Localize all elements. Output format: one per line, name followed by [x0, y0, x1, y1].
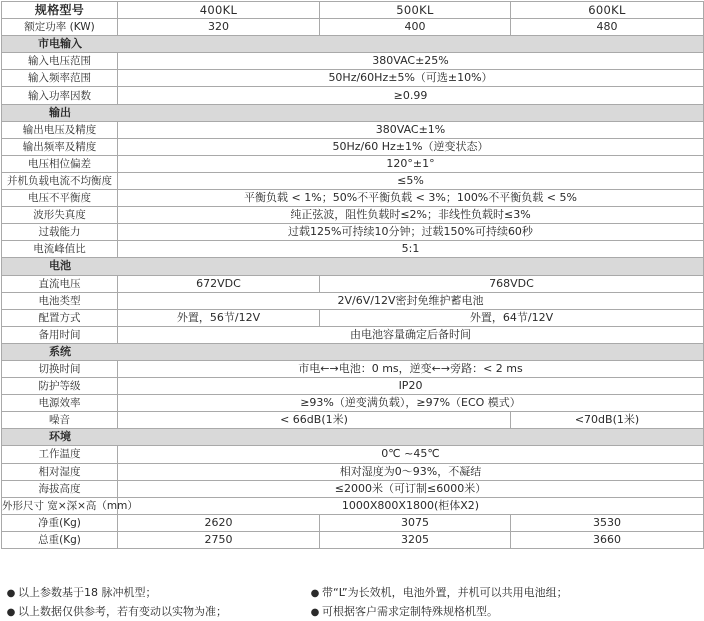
spec-label: 输出电压及精度: [2, 121, 118, 138]
spec-label: 电压不平衡度: [2, 190, 118, 207]
spec-row: [2, 53, 704, 70]
spec-value: 50Hz/60 Hz±1%（逆变状态）: [118, 138, 704, 155]
spec-row: [2, 155, 704, 172]
gross-weight-600kl: 3660: [511, 531, 704, 548]
section-system: [2, 343, 704, 360]
bullet-icon: ●: [6, 607, 16, 618]
model-label: 规格型号: [2, 2, 118, 19]
spec-label: 工作温度: [2, 446, 118, 463]
rated-power-label: 额定功率 (KW): [2, 19, 118, 36]
spec-label: 波形失真度: [2, 207, 118, 224]
spec-row: [2, 138, 704, 155]
spec-label: 输入电压范围: [2, 53, 118, 70]
gross-weight-500kl: 3205: [320, 531, 511, 548]
spec-label: 备用时间: [2, 326, 118, 343]
spec-row: [2, 121, 704, 138]
note-item: [308, 603, 498, 619]
section-title: 环境: [49, 430, 71, 444]
spec-value: ≥93%（逆变满负载），≥97%（ECO 模式）: [118, 395, 704, 412]
spec-value: ≤5%: [118, 172, 704, 189]
spec-value: 380VAC±25%: [118, 53, 704, 70]
gross-weight-row: [2, 531, 704, 548]
rated-power-500kl: 400: [320, 19, 511, 36]
spec-row: [2, 190, 704, 207]
spec-value: 由电池容量确定后备时间: [118, 326, 704, 343]
rated-power-600kl: 480: [511, 19, 704, 36]
spec-table: [1, 1, 704, 549]
spec-label: 切换时间: [2, 360, 118, 377]
spec-label: 外形尺寸 宽×深×高（mm）: [2, 497, 118, 514]
spec-row: [2, 224, 704, 241]
spec-label: 电源效率: [2, 395, 118, 412]
net-weight-400kl: 2620: [118, 514, 320, 531]
section-title: 电池: [49, 259, 71, 273]
config-400kl: 外置，56节/12V: [118, 309, 320, 326]
spec-value: 2V/6V/12V密封免维护蓄电池: [118, 292, 704, 309]
spec-row: [2, 70, 704, 87]
spec-label: 防护等级: [2, 378, 118, 395]
spec-value: 市电←→电池：0 ms，逆变←→旁路：< 2 ms: [118, 360, 704, 377]
spec-row: [2, 395, 704, 412]
section-environment: [2, 429, 704, 446]
spec-row: [2, 360, 704, 377]
spec-label: 输入频率范围: [2, 70, 118, 87]
note-item: [4, 603, 227, 619]
noise-400-500kl: < 66dB(1米): [118, 412, 511, 429]
spec-value: 50Hz/60Hz±5%（可选±10%）: [118, 70, 704, 87]
spec-label: 海拔高度: [2, 480, 118, 497]
spec-value: 平衡负载 < 1%；50%不平衡负载 < 3%；100%不平衡负载 < 5%: [118, 190, 704, 207]
note-text: 可根据客户需求定制特殊规格机型。: [322, 605, 498, 618]
spec-row: [2, 87, 704, 104]
model-500kl: 500KL: [320, 2, 511, 19]
section-title: 市电输入: [38, 37, 82, 51]
spec-row: [2, 480, 704, 497]
rated-power-400kl: 320: [118, 19, 320, 36]
section-title: 输出: [49, 105, 71, 119]
rated-power-row: [2, 19, 704, 36]
section-title: 系统: [49, 344, 71, 358]
spec-label: 并机负载电流不均衡度: [2, 172, 118, 189]
spec-row: [2, 172, 704, 189]
section-mains-input: [2, 36, 704, 53]
spec-label: 电池类型: [2, 292, 118, 309]
spec-value: IP20: [118, 378, 704, 395]
spec-label: 配置方式: [2, 309, 118, 326]
config-500-600kl: 外置，64节/12V: [320, 309, 704, 326]
header-row: [2, 2, 704, 19]
spec-value: 5:1: [118, 241, 704, 258]
net-weight-500kl: 3075: [320, 514, 511, 531]
spec-row: [2, 326, 704, 343]
spec-label: 相对湿度: [2, 463, 118, 480]
model-400kl: 400KL: [118, 2, 320, 19]
bullet-icon: ●: [6, 588, 16, 599]
spec-row: [2, 207, 704, 224]
spec-label: 过载能力: [2, 224, 118, 241]
spec-row: [2, 463, 704, 480]
dc-voltage-row: [2, 275, 704, 292]
note-item: [308, 584, 568, 600]
spec-label: 输入功率因数: [2, 87, 118, 104]
note-item: [4, 584, 157, 600]
model-600kl: 600KL: [511, 2, 704, 19]
spec-label: 电流峰值比: [2, 241, 118, 258]
spec-row: [2, 292, 704, 309]
spec-row: [2, 241, 704, 258]
spec-value: 过载125%可持续10分钟；过载150%可持续60秒: [118, 224, 704, 241]
noise-row: [2, 412, 704, 429]
section-output: [2, 104, 704, 121]
note-text: 带“L”为长效机，电池外置，并机可以共用电池组；: [322, 586, 568, 599]
spec-label: 净重(Kg): [2, 514, 118, 531]
bullet-icon: ●: [310, 607, 320, 618]
config-row: [2, 309, 704, 326]
net-weight-600kl: 3530: [511, 514, 704, 531]
noise-600kl: <70dB(1米): [511, 412, 704, 429]
spec-label: 总重(Kg): [2, 531, 118, 548]
gross-weight-400kl: 2750: [118, 531, 320, 548]
spec-label: 直流电压: [2, 275, 118, 292]
spec-label: 电压相位偏差: [2, 155, 118, 172]
spec-row: [2, 378, 704, 395]
spec-value: 相对湿度为0～93%，不凝结: [118, 463, 704, 480]
spec-value: ≥0.99: [118, 87, 704, 104]
spec-value: ≤2000米（可订制≤6000米）: [118, 480, 704, 497]
spec-label: 输出频率及精度: [2, 138, 118, 155]
section-battery: [2, 258, 704, 275]
spec-row: [2, 446, 704, 463]
dc-voltage-400kl: 672VDC: [118, 275, 320, 292]
spec-row: [2, 497, 704, 514]
note-text: 以上参数基于18 脉冲机型；: [18, 586, 157, 599]
note-text: 以上数据仅供参考，若有变动以实物为准；: [18, 605, 227, 618]
spec-value: 1000X800X1800(柜体X2): [118, 497, 704, 514]
spec-label: 噪音: [2, 412, 118, 429]
net-weight-row: [2, 514, 704, 531]
spec-value: 380VAC±1%: [118, 121, 704, 138]
spec-value: 纯正弦波，阻性负载时≤2%；非线性负载时≤3%: [118, 207, 704, 224]
dc-voltage-500-600kl: 768VDC: [320, 275, 704, 292]
bullet-icon: ●: [310, 588, 320, 599]
spec-value: 120°±1°: [118, 155, 704, 172]
spec-value: 0℃ ~45℃: [118, 446, 704, 463]
